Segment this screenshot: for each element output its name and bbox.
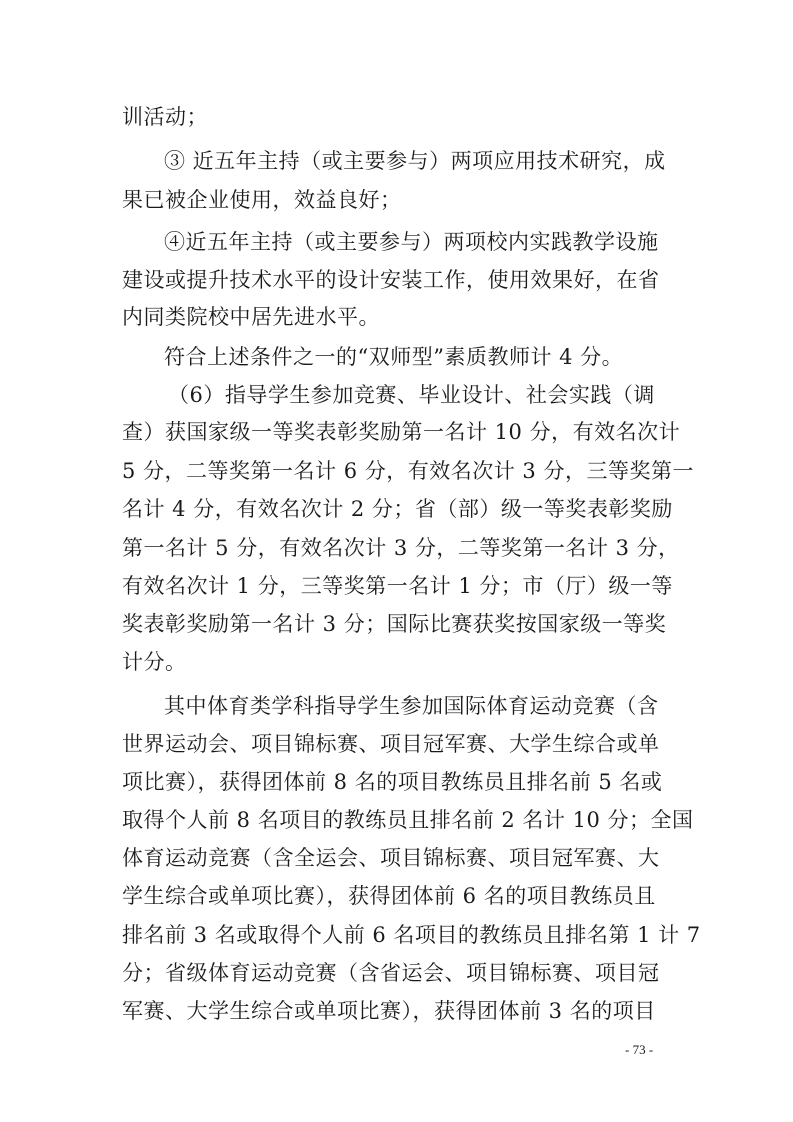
text-line: 取得个人前 8 名项目的教练员且排名前 2 名计 10 分；全国 xyxy=(122,808,694,832)
text-line: 项比赛），获得团体前 8 名的项目教练员且排名前 5 名或 xyxy=(122,770,663,794)
text-line: 学生综合或单项比赛），获得团体前 6 名的项目教练员且 xyxy=(122,884,656,908)
text-line: （6）指导学生参加竞赛、毕业设计、社会实践（调 xyxy=(168,383,655,407)
text-line: 其中体育类学科指导学生参加国际体育运动竞赛（含 xyxy=(164,694,659,718)
text-line: 体育运动竞赛（含全运会、项目锦标赛、项目冠军赛、大 xyxy=(122,846,660,870)
text-line: 世界运动会、项目锦标赛、项目冠军赛、大学生综合或单 xyxy=(122,732,660,756)
text-line: 果已被企业使用，效益良好； xyxy=(122,188,402,212)
text-line: 名计 4 分，有效名次计 2 分；省（部）级一等奖表彰奖励 xyxy=(122,497,673,521)
text-line: 有效名次计 1 分，三等奖第一名计 1 分；市（厅）级一等 xyxy=(122,574,673,598)
text-line: ③ 近五年主持（或主要参与）两项应用技术研究，成 xyxy=(164,149,666,173)
text-line: 分；省级体育运动竞赛（含省运会、项目锦标赛、项目冠 xyxy=(122,961,660,985)
text-line: 第一名计 5 分，有效名次计 3 分，二等奖第一名计 3 分， xyxy=(122,536,680,560)
text-line: ④近五年主持（或主要参与）两项校内实践教学设施 xyxy=(164,230,659,254)
text-line: 训活动； xyxy=(122,105,208,129)
text-line: 符合上述条件之一的“双师型”素质教师计 4 分。 xyxy=(164,345,624,369)
text-line: 5 分，二等奖第一名计 6 分，有效名次计 3 分，三等奖第一 xyxy=(122,459,694,483)
text-line: 计分。 xyxy=(122,650,187,674)
text-line: 查）获国家级一等奖表彰奖励第一名计 10 分，有效名次计 xyxy=(122,420,681,444)
text-line: 奖表彰奖励第一名计 3 分；国际比赛获奖按国家级一等奖 xyxy=(122,612,667,636)
text-line: 排名前 3 名或取得个人前 6 名项目的教练员且排名第 1 计 7 xyxy=(122,923,701,947)
text-line: 建设或提升技术水平的设计安装工作，使用效果好，在省 xyxy=(122,268,660,292)
text-line: 军赛、大学生综合或单项比赛），获得团体前 3 名的项目 xyxy=(122,999,656,1023)
page-number: - 73 - xyxy=(625,1042,654,1057)
text-line: 内同类院校中居先进水平。 xyxy=(122,305,380,329)
